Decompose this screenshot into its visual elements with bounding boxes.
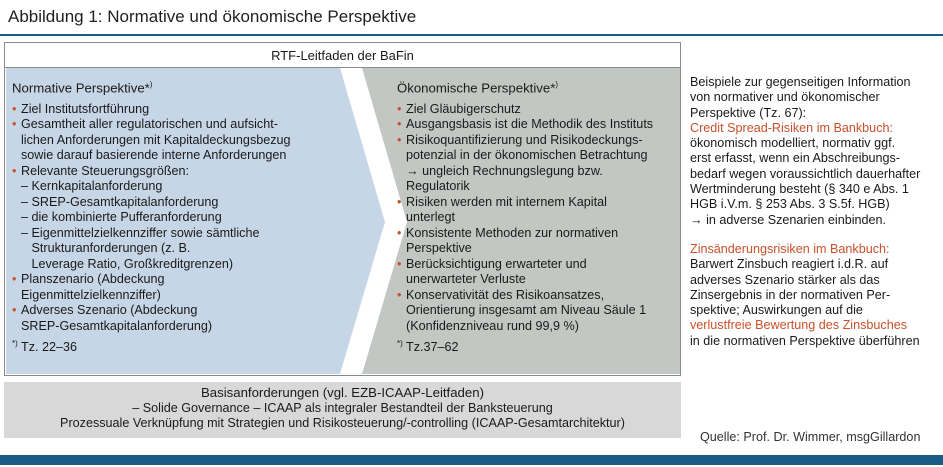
normative-continuation-line: – Eigenmittelzielkennziffer sowie sämtliche bbox=[21, 225, 260, 240]
oekonomisch-bullet-item: • Risikoquantifizierung und Risikodeckungs- bbox=[397, 133, 675, 149]
figure-title: Abbildung 1: Normative und ökonomische Perspektive bbox=[8, 7, 417, 26]
oekonomisch-column bbox=[397, 77, 675, 356]
normative-continuation-line: – Kernkapitalanforderung bbox=[21, 179, 163, 194]
normative-continuation-line: – SREP-Gesamtkapitalanforderung bbox=[21, 194, 219, 209]
side-panel bbox=[690, 75, 940, 363]
zins-title: Zinsänderungsrisiken im Bankbuch: bbox=[690, 241, 890, 256]
normative-continuation-line: – die kombinierte Pufferanforderung bbox=[21, 210, 222, 225]
oekonomisch-continuation-line: unerwarteter Verluste bbox=[406, 272, 526, 287]
oekonomisch-continuation-line: (Konfidenzniveau rund 99,9 %) bbox=[406, 318, 579, 333]
normative-column bbox=[12, 77, 312, 356]
normative-bullet-item: • Relevante Steuerungsgrößen: bbox=[12, 164, 312, 180]
oekonomisch-bullet-item: • Ziel Gläubigerschutz bbox=[397, 102, 675, 118]
oekonomisch-bullet-item: • Konsistente Methoden zur normativen bbox=[397, 226, 675, 242]
normative-continuation-line: sowie darauf basierende interne Anforderungen bbox=[21, 148, 287, 163]
oekonomisch-continuation-line: Regulatorik bbox=[406, 179, 470, 194]
oekonomisch-continuation-line: Orientierung insgesamt am Niveau Säule 1 bbox=[406, 303, 647, 318]
normative-continuation-line: Leverage Ratio, Großkreditgrenzen) bbox=[21, 256, 234, 271]
basis-title: Basisanforderungen (vgl. EZB-ICAAP-Leitfaden) bbox=[201, 385, 484, 400]
basis-line-2: Prozessuale Verknüpfung mit Strategien und Risikosteuerung/-controlling (ICAAP-Gesamtarchitektur) bbox=[60, 416, 625, 430]
rtf-divider bbox=[5, 67, 680, 68]
oekonomisch-heading: Ökonomische Perspektive*) bbox=[397, 80, 558, 96]
oekonomisch-footnote: *) Tz.37–62 bbox=[397, 339, 459, 355]
oekonomisch-continuation-line: potenzial in der ökonomischen Betrachtung bbox=[406, 148, 648, 163]
normative-continuation-line: Strukturanforderungen (z. B. bbox=[21, 241, 191, 256]
zins-block: Zinsänderungsrisiken im Bankbuch: Barwert Zinsbuch reagiert i.d.R. auf adverses Szenario stärker als das Zinsergebnis in der normativen Per- spektive; Auswirkungen auf die verlustfreie Bewertung des Zinsbuches in die normativen Perspektive überführen bbox=[690, 242, 940, 349]
normative-continuation-line: Eigenmittelzielkennziffer) bbox=[21, 287, 161, 302]
normative-heading: Normative Perspektive*) bbox=[12, 80, 153, 96]
basis-line-1: – Solide Governance – ICAAP als integraler Bestandteil der Banksteuerung bbox=[132, 400, 553, 415]
side-intro: Beispiele zur gegenseitigen Information von normativer und ökonomischer Perspektive (Tz. 67): Credit Spread-Risiken im Bankbuch: ökonomisch modelliert, normativ ggf. erst erfasst, wenn ein Abschreibungs- bedarf wegen voraussichtlich dauerhafter Wertminderung besteht (§ 340 e Abs. 1 HGB i.V.m. § 253 Abs. 3 S.5f. HGB) → in adverse Szenarien einbinden. bbox=[690, 75, 940, 228]
oekonomisch-bullet-item: • Konservativität des Risikoansatzes, bbox=[397, 288, 675, 304]
normative-list bbox=[12, 102, 312, 335]
normative-continuation-line: SREP-Gesamtkapitalanforderung) bbox=[21, 318, 213, 333]
oekonomisch-list bbox=[397, 102, 675, 335]
oekonomisch-continuation-line: → ungleich Rechnungslegung bzw. bbox=[406, 163, 603, 178]
normative-footnote: *) Tz. 22–36 bbox=[12, 339, 78, 355]
basis-box bbox=[4, 382, 681, 438]
bottom-rule bbox=[0, 455, 943, 465]
oekonomisch-continuation-line: unterlegt bbox=[406, 210, 456, 225]
credit-spread-title: Credit Spread-Risiken im Bankbuch: bbox=[690, 120, 893, 135]
oekonomisch-continuation-line: Perspektive bbox=[406, 241, 472, 256]
source-caption: Quelle: Prof. Dr. Wimmer, msgGillardon bbox=[700, 430, 921, 444]
oekonomisch-bullet-item: • Risiken werden mit internem Kapital bbox=[397, 195, 675, 211]
zins-highlight: verlustfreie Bewertung des Zinsbuches bbox=[690, 318, 908, 333]
rtf-label: RTF-Leitfaden der BaFin bbox=[271, 48, 414, 63]
oekonomisch-bullet-item: • Berücksichtigung erwarteter und bbox=[397, 257, 675, 273]
normative-bullet-item: • Planszenario (Abdeckung bbox=[12, 272, 312, 288]
normative-bullet-item: • Ziel Institutsfortführung bbox=[12, 102, 312, 118]
normative-continuation-line: lichen Anforderungen mit Kapitaldeckungsbezug bbox=[21, 132, 291, 147]
oekonomisch-bullet-item: • Ausgangsbasis ist die Methodik des Instituts bbox=[397, 117, 675, 133]
normative-bullet-item: • Gesamtheit aller regulatorischen und aufsicht- bbox=[12, 117, 312, 133]
normative-bullet-item: • Adverses Szenario (Abdeckung bbox=[12, 303, 312, 319]
